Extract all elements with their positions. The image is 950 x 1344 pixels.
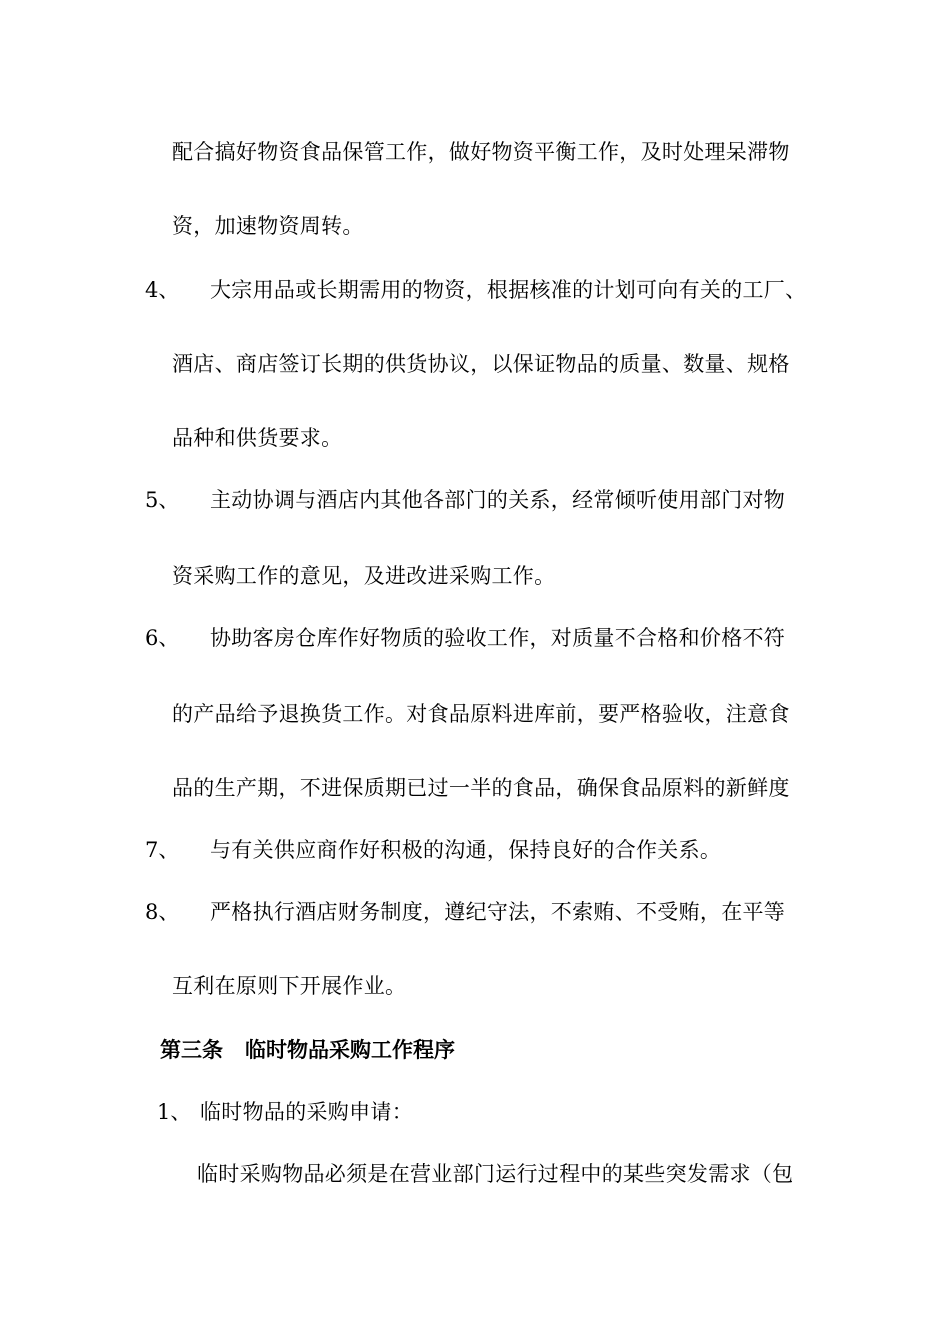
list-item-text: 的产品给予退换货工作。对食品原料进库前，要严格验收，注意食: [172, 702, 790, 726]
section-heading: [160, 1036, 455, 1064]
list-item-text: 与有关供应商作好积极的沟通，保持良好的合作关系。: [210, 838, 722, 862]
paragraph-line: 资，加速物资周转。: [172, 214, 364, 238]
list-item-text: 主动协调与酒店内其他各部门的关系，经常倾听使用部门对物: [210, 488, 786, 512]
list-item-number: 6、: [145, 626, 180, 650]
list-item-text: 酒店、商店签订长期的供货协议，以保证物品的质量、数量、规格: [172, 352, 790, 376]
list-item-text: 大宗用品或长期需用的物资，根据核准的计划可向有关的工厂、: [210, 278, 807, 302]
paragraph-line: 配合搞好物资食品保管工作，做好物资平衡工作，及时处理呆滞物: [172, 140, 790, 164]
list-item-number: 7、: [145, 838, 180, 862]
list-item-number: 5、: [145, 488, 180, 512]
list-item-text: 品种和供货要求。: [172, 426, 343, 450]
list-item-text: 严格执行酒店财务制度，遵纪守法，不索贿、不受贿，在平等: [210, 900, 786, 924]
section-heading-title: 临时物品采购工作程序: [245, 1038, 455, 1062]
subsection-title: 临时物品的采购申请：: [200, 1100, 413, 1124]
list-item-text: 资采购工作的意见，及进改进采购工作。: [172, 564, 556, 588]
list-item-text: 互利在原则下开展作业。: [172, 974, 407, 998]
list-item-text: 协助客房仓库作好物质的验收工作，对质量不合格和价格不符: [210, 626, 786, 650]
section-heading-number: 第三条: [160, 1038, 223, 1062]
list-item-text: 品的生产期，不进保质期已过一半的食品，确保食品原料的新鲜度: [172, 776, 790, 800]
list-item-number: 8、: [145, 900, 180, 924]
body-text: 临时采购物品必须是在营业部门运行过程中的某些突发需求（包: [197, 1162, 794, 1186]
list-item-number: 4、: [145, 278, 180, 302]
subsection-number: 1、: [157, 1100, 192, 1124]
